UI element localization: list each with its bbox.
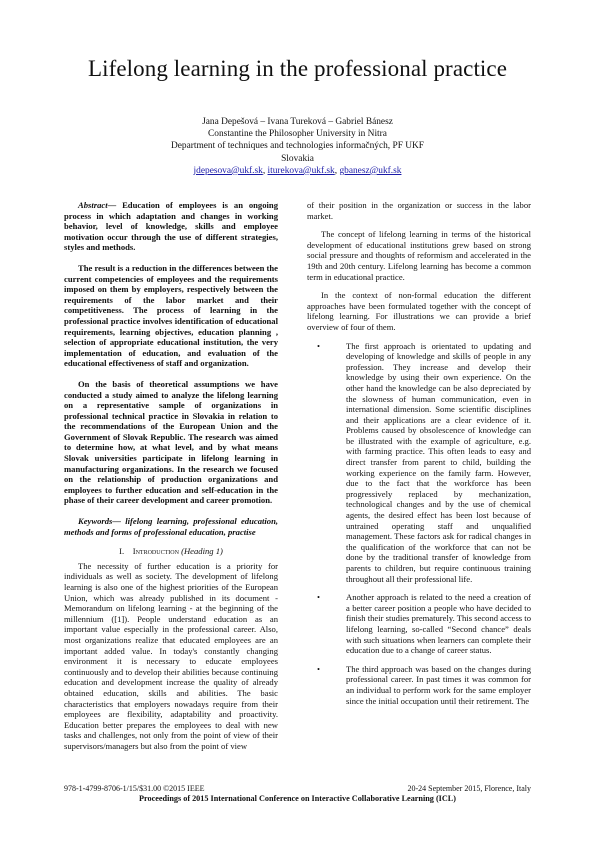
list-item — [307, 341, 531, 585]
section-title: Introduction — [132, 546, 179, 557]
body-paragraph: The concept of lifelong learning in terms of the historical development of educational institutions grew based on strong social pressure and thoughts of reformism and accelerated in the 19th and 20th century. Lifelong learning has become a common term in educational practice. — [307, 229, 531, 282]
abstract-paragraph: On the basis of theoretical assumptions we have conducted a study aimed to analyze the lifelong learning on a representative sample of organizations in professional technical practice in Slovakia in relation to the recommendations of the European Union and the Government of Slovak Republic. The research was aimed to determine how, at what level, and by what means Slovak universities participate in lifelong learning in manufacturing organizations. In the research we focused on the relationship of production organizations and employees to further education and self-education in the phase of their career development and career promotion. — [64, 378, 278, 506]
right-body — [307, 200, 531, 333]
affiliation-department: Department of techniques and technologies informačných, PF UKF — [170, 141, 425, 152]
section-heading — [64, 546, 278, 557]
list-item-text: Another approach is related to the need a creation of a better career position a people who have decided to finish their studies prematurely. This second access to lifelong learning, so-called “Second chance” deals with such situations when learners can complete their education due to a change of career status. — [346, 592, 531, 656]
right-column — [307, 200, 531, 714]
email-link[interactable]: gbanesz@ukf.sk — [339, 165, 402, 176]
email-separator: , — [262, 165, 268, 176]
paper-title: Lifelong learning in the professional practice — [87, 56, 508, 81]
abstract — [64, 200, 278, 506]
footer-row — [64, 784, 531, 793]
keywords: Keywords— lifelong learning, professional education, methods and forms of professional education, practise — [64, 516, 278, 537]
email-separator: , — [334, 165, 340, 176]
list-item-text: The first approach is orientated to updating and developing of knowledge and skills of people in any profession. They increase and develop their knowledge by using their own experience. On the other hand the knowledge can be also depreciated by the slowness of human communication, even in international dimension. Some scientific disciplines and their applications are a clear evidence of it. Problems caused by obsolescence of knowledge can be illustrated with the example of agriculture, e.g. with farming practice. This often leads to easy and direct transfer from parent to child, building the working experience on the family farm. However, due to the fact that the workforce has been progressively replaced by mechanization, technological changes and by the use of chemical agents, the desired effect has been lost because of untrained operating staff and unqualified management. These factors ask for radical changes in the qualification of the workforce that can not be done by the traditional transfer of knowledge from parents to children, but require continuous training throughout all their professional life. — [346, 340, 531, 584]
author-names: Jana Depešová – Ivana Tureková – Gabriel Bánesz — [202, 117, 393, 127]
abstract-paragraph: The result is a reduction in the differences between the current competencies of employees and the requirements imposed on them by employers, respectively between the requirements of the labor market and their competitiveness. The process of learning in the professional practice involves identification of educational requirements, learning objectives, education planning , selection of appropriate educational institution, the very implementation of education, and evaluation of the educational effectiveness of staff and organization. — [64, 262, 278, 369]
left-body — [64, 561, 278, 752]
bullet-icon: • — [317, 592, 321, 603]
approach-list — [307, 341, 531, 707]
body-paragraph: The necessity of further education is a priority for individuals as well as society. The development of lifelong learning is also one of the highest priorities of the European Union, which was already published in its document - Memorandum on lifelong learning - at the beginning of the millennium ([1]). People understand education as an important value especially in the professional career. Also, most organizations realize that educated employees are an important added value. In today's constantly changing environment it is necessary to educate employees continuously and to develop their abilities because continuing education and development increase the quality of already obtained education, skills and abilities. The basic characteristics that employers nowadays require from their employees are flexibility, adaptability and proactivity. Education better prepares the employees to deal with new tasks and challenges, not only from the point of view of their supervisors/managers but also from the point of view — [64, 560, 278, 751]
affiliation-university: Constantine the Philosopher University in Nitra — [208, 129, 387, 140]
author-block — [0, 116, 595, 177]
page-footer — [64, 784, 531, 803]
bullet-icon: • — [317, 340, 321, 351]
list-item — [307, 592, 531, 656]
email-link[interactable]: iturekova@ukf.sk — [267, 165, 335, 176]
section-number: I. — [119, 546, 125, 557]
abstract-lead: Abstract— — [78, 200, 117, 210]
section-note: (Heading 1) — [181, 546, 223, 557]
footer-isbn: 978-1-4799-8706-1/15/$31.00 ©2015 IEEE — [64, 784, 205, 793]
footer-date-location: 20-24 September 2015, Florence, Italy — [407, 784, 531, 793]
body-paragraph: In the context of non-formal education the different approaches have been formulated together with the concept of lifelong learning. For illustrations we can provide a brief overview of four of them. — [307, 290, 531, 332]
email-link[interactable]: jdepesova@ukf.sk — [193, 165, 263, 176]
bullet-icon: • — [317, 663, 321, 674]
email-list — [0, 165, 595, 177]
body-paragraph: of their position in the organization or success in the labor market. — [307, 200, 531, 221]
abstract-paragraph — [64, 200, 278, 253]
abstract-text: Education of employees is an ongoing process in which adaptation and changes in working behavior, level of knowledge, skills and employee motivation occur through the use of different strategies, styles and methods. — [64, 200, 278, 253]
affiliation-country: Slovakia — [281, 153, 314, 164]
left-column — [64, 200, 278, 760]
list-item-text: The third approach was based on the changes during professional career. In past times it was common for an individual to perform work for the same employer since the initial occupation until their retirement. The — [346, 663, 531, 706]
footer-conference: Proceedings of 2015 International Conference on Interactive Collaborative Learning (ICL) — [139, 794, 456, 803]
list-item — [307, 664, 531, 706]
